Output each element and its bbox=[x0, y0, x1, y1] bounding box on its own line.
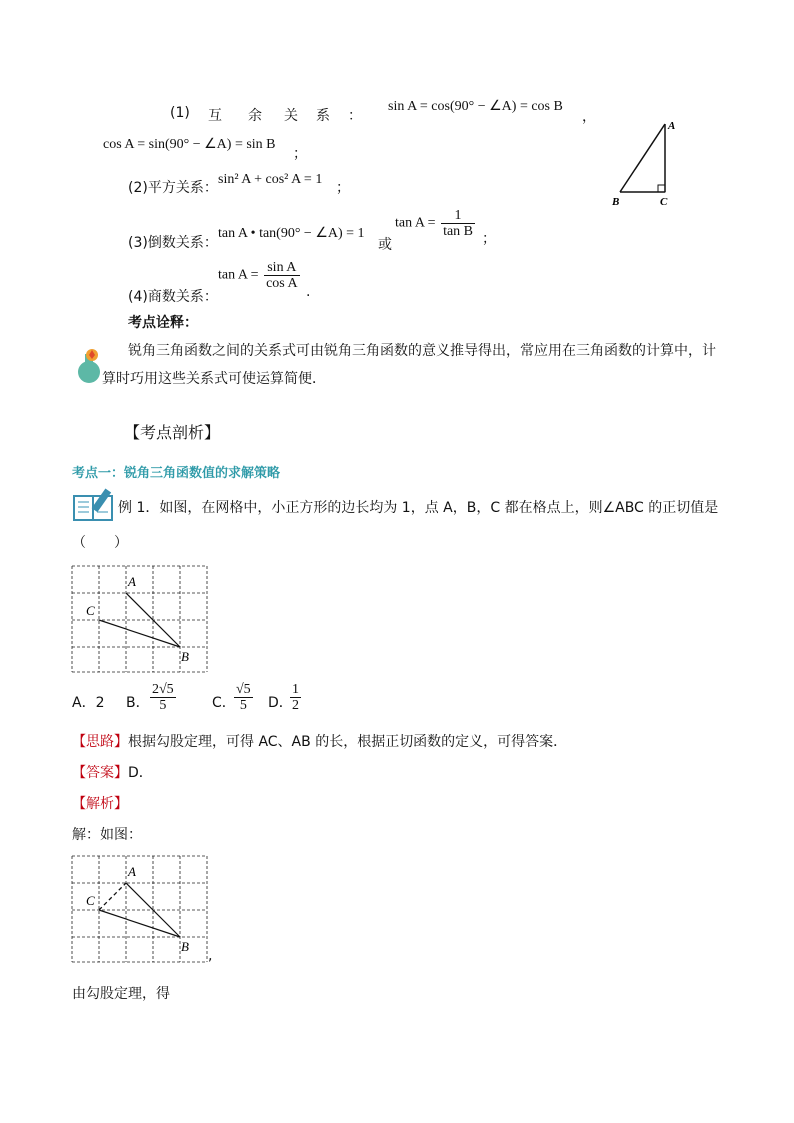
relation-1-formula-a: sin A = cos(90° − ∠A) = cos B bbox=[388, 99, 563, 114]
grid-figure-1 bbox=[70, 564, 210, 674]
example-1-text: 例 1．如图，在网格中，小正方形的边长均为 1，点 A，B，C 都在格点上，则∠ABC 的正切值是 bbox=[118, 500, 719, 516]
triangle-side-ab bbox=[620, 124, 665, 192]
option-b-prefix: B． bbox=[126, 695, 150, 711]
relation-3-or: 或 bbox=[378, 237, 392, 253]
triangle-label-c: C bbox=[660, 196, 668, 208]
option-d-fraction: $\frac{1}{2}$ bbox=[292, 682, 299, 713]
relation-1-trail-b: ； bbox=[293, 146, 307, 162]
relation-2-formula: sin² A + cos² A = 1 bbox=[218, 172, 323, 187]
solution-step-2: 由勾股定理，得 bbox=[72, 986, 170, 1002]
relation-2-label: (2)平方关系： bbox=[128, 180, 218, 196]
segment-ac-dashed bbox=[99, 883, 126, 910]
grid-1-label-a: A bbox=[128, 574, 136, 589]
solution-answer: 【答案】D． bbox=[72, 765, 153, 781]
relation-1-char-2: 余 bbox=[248, 108, 262, 124]
relation-3-formula-2: tan A = $\frac{1}{\text{tan B}}$ bbox=[395, 208, 474, 239]
relation-4-formula: tan A = $\frac{\text{sin A}}{\text{cos A}}$ bbox=[218, 260, 298, 291]
notes-line-2: 算时巧用这些关系式可使运算简便． bbox=[102, 371, 326, 387]
book-pencil-icon bbox=[70, 486, 118, 524]
point-1-title: 考点一：锐角三角函数值的求解策略 bbox=[72, 466, 281, 481]
segment-cb bbox=[99, 910, 180, 937]
relation-4-trail: . bbox=[306, 284, 311, 300]
relation-3-trail: ； bbox=[482, 231, 496, 247]
grid-figure-2 bbox=[70, 854, 213, 964]
grid-2-trail: , bbox=[208, 948, 213, 964]
example-1-answer-paren: （ ） bbox=[72, 535, 128, 551]
section-title: 【考点剖析】 bbox=[124, 423, 221, 442]
option-d-prefix: D． bbox=[268, 695, 293, 711]
option-c-fraction: $\frac{√5}{5}$ bbox=[236, 682, 251, 713]
notes-line-1: 锐角三角函数之间的关系式可由锐角三角函数的意义推导得出，常应用在三角函数的计算中，计 bbox=[128, 343, 716, 359]
right-angle-mark bbox=[658, 185, 665, 192]
relation-1-formula-b: cos A = sin(90° − ∠A) = sin B bbox=[103, 137, 276, 152]
relation-3-label: (3)倒数关系： bbox=[128, 235, 218, 251]
relation-1-char-4: 系 bbox=[316, 108, 330, 124]
solution-idea: 【思路】根据勾股定理，可得 AC、AB 的长，根据正切函数的定义，可得答案． bbox=[72, 734, 568, 750]
option-c-prefix: C． bbox=[212, 695, 236, 711]
grid-1-label-c: C bbox=[86, 603, 95, 618]
notes-heading: 考点诠释： bbox=[128, 315, 198, 331]
relation-1-char-5: ： bbox=[348, 108, 362, 124]
option-b-fraction: $\frac{2√5}{5}$ bbox=[152, 682, 174, 713]
triangle-label-a: A bbox=[668, 120, 676, 132]
relation-3-formula: tan A • tan(90° − ∠A) = 1 bbox=[218, 226, 365, 241]
grid-2-label-a: A bbox=[128, 864, 136, 879]
flask-icon bbox=[72, 344, 106, 384]
grid-2-label-c: C bbox=[86, 893, 95, 908]
solution-analysis-tag: 【解析】 bbox=[72, 796, 128, 812]
relation-4-label: (4)商数关系： bbox=[128, 289, 218, 305]
option-a: A．2 bbox=[72, 695, 105, 711]
relation-1-trail-a: ， bbox=[582, 109, 596, 125]
grid-2-label-b: B bbox=[181, 939, 189, 954]
relation-2-trail: ； bbox=[336, 180, 350, 196]
relation-1-label: (1) bbox=[170, 105, 190, 121]
relation-1-char-3: 关 bbox=[284, 108, 298, 124]
segment-cb bbox=[99, 620, 180, 647]
right-triangle-figure bbox=[608, 114, 688, 210]
triangle-label-b: B bbox=[612, 196, 620, 208]
grid-1-label-b: B bbox=[181, 649, 189, 664]
relation-1-char-1: 互 bbox=[208, 108, 222, 124]
solution-step-1: 解：如图： bbox=[72, 827, 142, 843]
